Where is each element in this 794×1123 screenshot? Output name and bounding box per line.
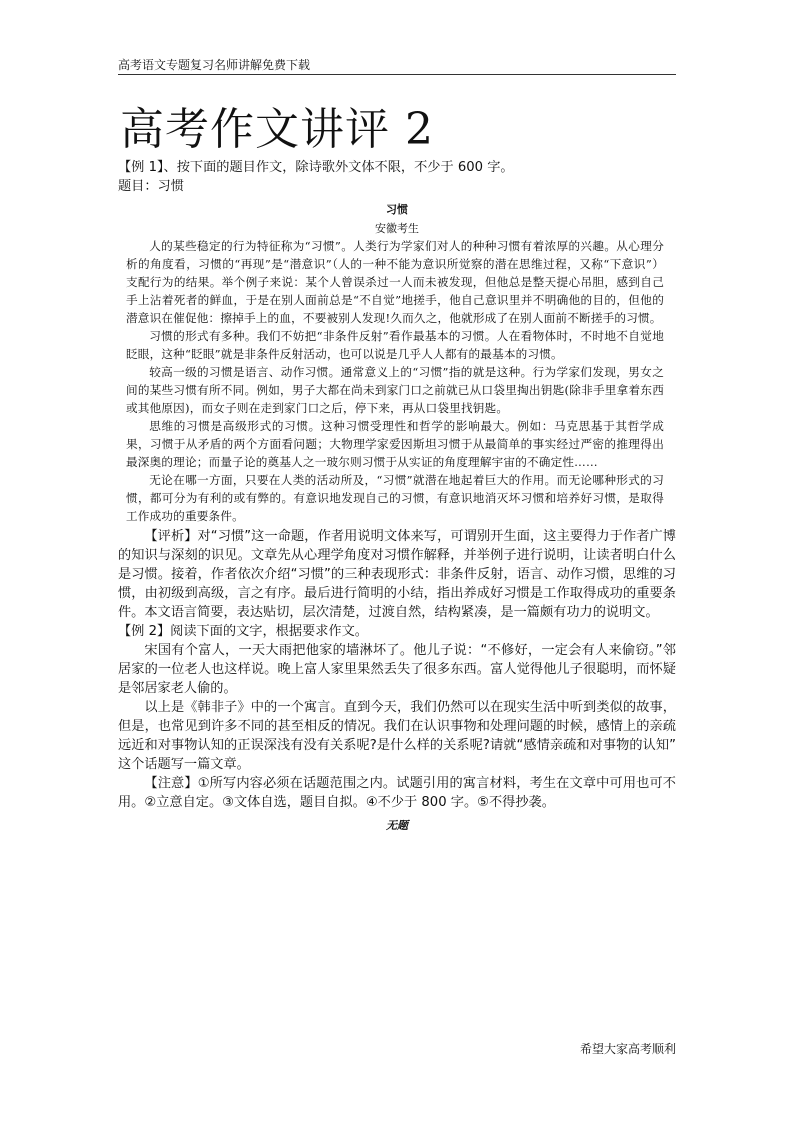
essay1-paragraph: 较高一级的习惯是语言、动作习惯。通常意义上的“习惯”指的就是这种。行为学家们发现，男女之间的某些习惯有所不同。例如，男子大都在尚未到家门口之前就已从口袋里掏出钥匙(除非手里拿着东西或其他原因)，而女子则在走到家门口之后，停下来，再从口袋里找钥匙。 (126, 365, 664, 415)
example1-prompt: 【例 1】、按下面的题目作文，除诗歌外文体不限，不少于 600 字。 (118, 160, 514, 175)
essay1-author: 安徽考生 (375, 222, 419, 235)
essay1-title: 习惯 (386, 203, 408, 216)
essay1-body (118, 237, 676, 525)
essay1-paragraph: 人的某些稳定的行为特征称为“习惯”。人类行为学家们对人的种种习惯有着浓厚的兴趣。从心理分析的角度看，习惯的“再现”是“潜意识”（人的一种不能为意识所觉察的潜在思维过程，又称“下意识”）支配行为的结果。举个例子来说：某个人曾误杀过一人而未被发现，但他总是整天提心吊胆，感到自己手上沾着死者的鲜血，于是在别人面前总是“不自觉”地搓手，他自己意识里并不明确他的目的，但他的潜意识在催促他：擦掉手上的血，不要被别人发现!久而久之，他就形成了在别人面前不断搓手的习惯。 (126, 239, 664, 325)
essay1-paragraph: 思维的习惯是高级形式的习惯。这种习惯受理性和哲学的影响最大。例如：马克思基于其哲学成果，习惯于从矛盾的两个方面看问题；大物理学家爱因斯坦习惯于从最简单的事实经过严密的推理得出最深奥的理论；而量子论的奠基人之一玻尔则习惯于从实证的角度理解宇宙的不确定性…… (126, 419, 664, 469)
essay1-paragraph: 无论在哪一方面，只要在人类的活动所及，“习惯”就潜在地起着巨大的作用。而无论哪种形式的习惯，都可分为有利的或有弊的。有意识地发现自己的习惯，有意识地消灭坏习惯和培养好习惯，是取得工作成功的重要条件。 (126, 473, 664, 523)
page-title: 高考作文讲评 2 (120, 104, 434, 155)
page-footer: 希望大家高考顺利 (579, 1042, 676, 1056)
example2-paragraph: 以上是《韩非子》中的一个寓言。直到今天，我们仍然可以在现实生活中听到类似的故事，但是，也常见到许多不同的甚至相反的情况。我们在认识事物和处理问题的时候，感情上的亲疏远近和对事物认知的正误深浅有没有关系呢?是什么样的关系呢?请就“感情亲疏和对事物的认知” 这个话题写一篇文章。 (118, 700, 676, 772)
example2 (118, 622, 676, 812)
example1-topic: 题目：习惯 (118, 179, 184, 194)
essay1-paragraph: 习惯的形式有多种。我们不妨把“非条件反射”看作最基本的习惯。人在看物体时，不时地不自觉地眨眼，这种“眨眼”就是非条件反射活动，也可以说是几乎人人都有的最基本的习惯。 (126, 329, 664, 361)
commentary-text: 【评析】对“习惯”这一命题，作者用说明文体来写，可谓别开生面，这主要得力于作者广博的知识与深刻的识见。文章先从心理学角度对习惯作解释，并举例子进行说明，让读者明白什么是习惯。接着，作者依次介绍“习惯”的三种表现形式：非条件反射，语言、动作习惯，思维的习惯，由初级到高级，言之有序。最后进行简明的小结，指出养成好习惯是工作取得成功的重要条件。本文语言简要，表达贴切，层次清楚，过渡自然，结构紧凑，是一篇颇有功力的说明文。 (118, 529, 676, 620)
essay2-title: 无题 (386, 819, 408, 832)
example2-notes: 【注意】①所写内容必须在话题范围之内。试题引用的寓言材料，考生在文章中可用也可不用。②立意自定。③文体自选，题目自拟。④不少于 800 字。⑤不得抄袭。 (118, 776, 676, 810)
header-rule (118, 74, 676, 75)
commentary (118, 527, 676, 622)
main-content (118, 158, 676, 836)
example2-paragraph: 宋国有个富人，一天大雨把他家的墙淋坏了。他儿子说：“不修好，一定会有人来偷窃。”邻居家的一位老人也这样说。晚上富人家里果然丢失了很多东西。富人觉得他儿子很聪明，而怀疑是邻居家老人偷的。 (118, 643, 676, 696)
page-header: 高考语文专题复习名师讲解免费下载 (118, 58, 311, 72)
example2-prompt: 【例 2】阅读下面的文字，根据要求作文。 (118, 624, 368, 639)
